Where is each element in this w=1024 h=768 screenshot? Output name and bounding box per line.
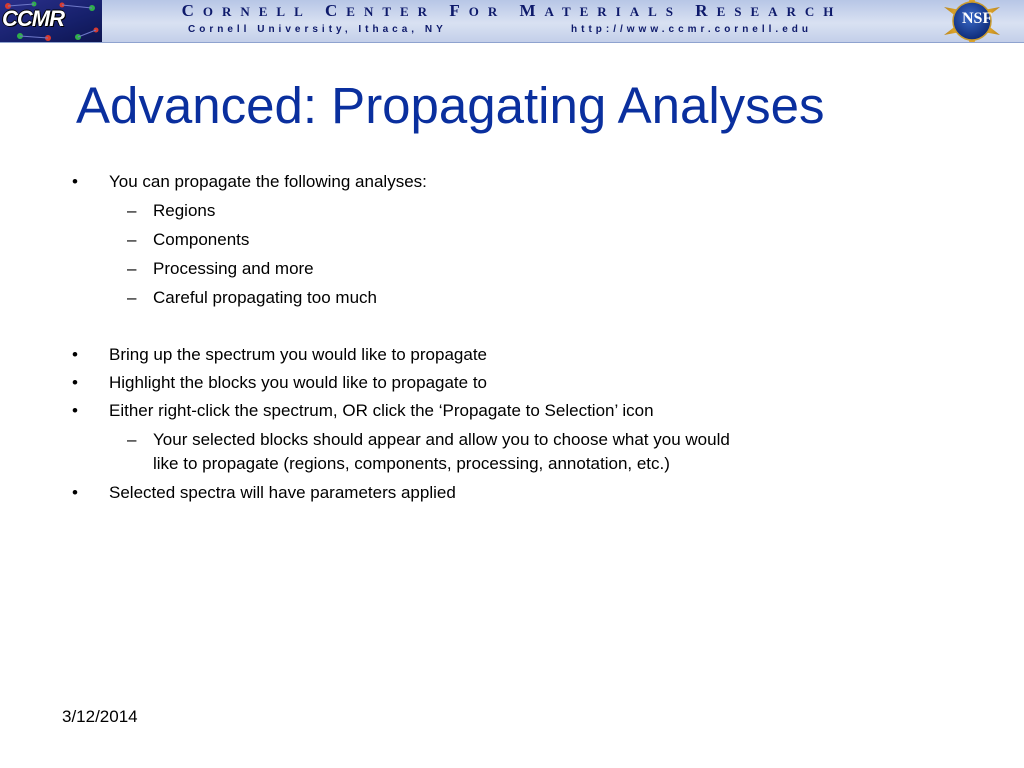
ccmr-logo-text: CCMR bbox=[2, 6, 64, 31]
bullet-dot-icon: • bbox=[72, 172, 78, 191]
bullet-text: Your selected blocks should appear and allow you to choose what you would bbox=[153, 430, 730, 449]
bullet-dot-icon: • bbox=[72, 483, 78, 502]
website-url: http://www.ccmr.cornell.edu bbox=[571, 24, 812, 35]
bullet-text: like to propagate (regions, components, processing, annotation, etc.) bbox=[153, 454, 670, 473]
dash-icon: – bbox=[127, 288, 137, 307]
bullet-text: Processing and more bbox=[153, 259, 314, 278]
nsf-logo bbox=[918, 0, 1024, 42]
dash-icon: – bbox=[127, 430, 137, 449]
bullet-text: Careful propagating too much bbox=[153, 288, 377, 307]
bullet-text: Bring up the spectrum you would like to propagate bbox=[109, 345, 488, 364]
bullet-text: Regions bbox=[153, 201, 216, 220]
bullet-dot-icon: • bbox=[72, 401, 78, 420]
bullet-dot-icon: • bbox=[72, 373, 78, 392]
ccmr-logo bbox=[0, 0, 102, 42]
nsf-logo-text: NSF bbox=[962, 10, 993, 27]
center-name: CORNELL CENTER FOR MATERIALS RESEARCH bbox=[181, 1, 843, 20]
bullet-dot-icon: • bbox=[72, 345, 78, 364]
slide-title: Advanced: Propagating Analyses bbox=[76, 77, 825, 134]
dash-icon: – bbox=[127, 201, 137, 220]
bullet-text: Selected spectra will have parameters applied bbox=[109, 483, 456, 502]
dash-icon: – bbox=[127, 230, 137, 249]
dash-icon: – bbox=[127, 259, 137, 278]
slide-date: 3/12/2014 bbox=[62, 707, 138, 726]
university-location: Cornell University, Ithaca, NY bbox=[188, 24, 447, 35]
bullet-text: Components bbox=[153, 230, 250, 249]
bullet-text: Either right-click the spectrum, OR click the ‘Propagate to Selection’ icon bbox=[109, 401, 654, 420]
bullet-text: Highlight the blocks you would like to propagate to bbox=[109, 373, 488, 392]
bullet-text: You can propagate the following analyses: bbox=[109, 172, 427, 191]
header-banner bbox=[0, 0, 1024, 43]
